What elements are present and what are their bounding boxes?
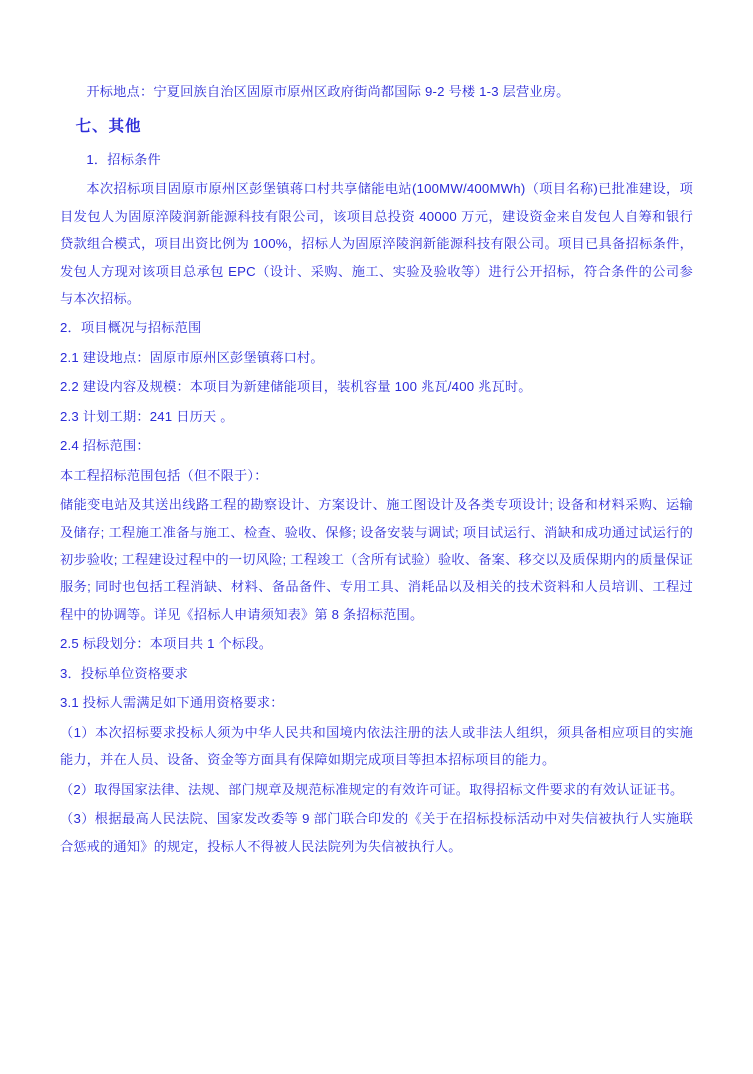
item2-1-location: 2.1 建设地点：固原市原州区彭堡镇蒋口村。 bbox=[60, 349, 324, 365]
item2-4-title: 2.4 招标范围： bbox=[60, 438, 150, 454]
item3-1-clause-1: （1）本次招标要求投标人须为中华人民共和国境内依法注册的法人或非法人组织，须具备相应项目的实施能力，并在人员、设备、资金等方面具有保障如期完成项目等担本招标项目的能力。 bbox=[60, 724, 693, 768]
item2-3-duration: 2.3 计划工期：241 日历天 。 bbox=[60, 408, 234, 424]
item2-2-scale: 2.2 建设内容及规模：本项目为新建储能项目，装机容量 100 兆瓦/400 兆瓦时。 bbox=[60, 379, 532, 395]
document-body bbox=[60, 78, 693, 860]
section-heading-other: 七、其他 bbox=[75, 118, 142, 136]
item2-5-lots: 2.5 标段划分：本项目共 1 个标段。 bbox=[60, 636, 273, 652]
item3-1-clause-2: （2）取得国家法律、法规、部门规章及规范标准规定的有效许可证。取得招标文件要求的有效认证证书。 bbox=[60, 781, 684, 797]
item2-title: 2．项目概况与招标范围 bbox=[60, 320, 202, 336]
item3-1-clause-3: （3）根据最高人民法院、国家发改委等 9 部门联合印发的《关于在招标投标活动中对失信被执行人实施联合惩戒的通知》的规定，投标人不得被人民法院列为失信被执行人。 bbox=[60, 811, 693, 854]
item2-4-body: 储能变电站及其送出线路工程的勘察设计、方案设计、施工图设计及各类专项设计; 设备和材料采购、运输及储存; 工程施工准备与施工、检查、验收、保修; 设备安装与调试; 项目试运行、消缺和成功通过试运行的初步验收; 工程建设过程中的一切风险; 工程竣工（含所有试验）验收、备案、移交以及质保期内的质量保证服务; 同时也包括工程消缺、材料、备品备件、专用工具、消耗品以及相关的技术资料和人员培训、工程过程中的协调等。详见《招标人申请须知表》第 8 条招标范围。 bbox=[60, 497, 693, 622]
item3-1-title: 3.1 投标人需满足如下通用资格要求： bbox=[60, 695, 284, 711]
opening-venue-line: 开标地点：宁夏回族自治区固原市原州区政府街尚都国际 9-2 号楼 1-3 层营业房。 bbox=[86, 84, 570, 99]
item1-body: 本次招标项目固原市原州区彭堡镇蒋口村共享储能电站(100MW/400MWh)（项目名称)已批准建设，项目发包人为固原淬陵润新能源科技有限公司，该项目总投资 40000 万元，建设资金来自发包人自筹和银行贷款组合模式，项目出资比例为 100%，招标人为固原淬陵润新能源科技有限公司。项目已具备招标条件，发包人方现对该项目总承包 EPC（设计、采购、施工、实验及验收等）进行公开招标，符合条件的公司参与本次招标。 bbox=[60, 181, 693, 306]
item1-title: 1．招标条件 bbox=[86, 151, 161, 167]
item3-title: 3．投标单位资格要求 bbox=[60, 665, 189, 681]
item2-4-lead: 本工程招标范围包括（但不限于）： bbox=[60, 467, 268, 483]
